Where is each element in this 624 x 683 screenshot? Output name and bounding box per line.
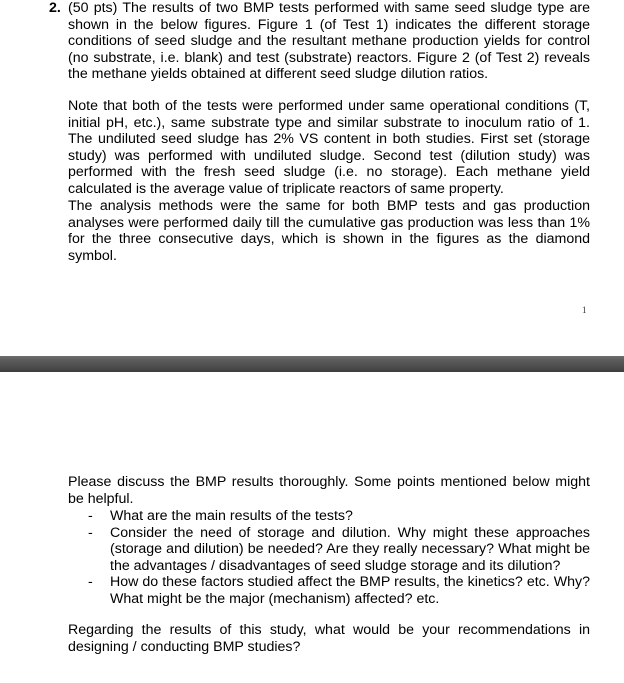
question-paragraph-1: (50 pts) The results of two BMP tests performed with same seed sludge type are shown in the below figures. Figure 1 (of Test 1) indicates the different storage conditions of seed sludge and the resultant methane production yields for control (no substrate, i.e. blank) and test (substrate) reactors. Figure 2 (of Test 2) reveals the methane yields obtained at different seed sludge dilution ratios. [68,0,590,83]
question-paragraph-2: Note that both of the tests were performed under same operational conditions (T, initial pH, etc.), same substrate type and similar substrate to inoculum ratio of 1. The undiluted seed sludge has 2% VS content in both studies. First set (storage study) was performed with undiluted sludge. Second test (dilution study) was performed with the fresh seed sludge (i.e. no storage). Each methane yield calculated is the average value of triplicate reactors of same property. [68,98,590,197]
page-number: 1 [582,305,587,315]
list-item [88,508,590,525]
discussion-intro: Please discuss the BMP results thoroughly. Some points mentioned below might be helpful. [68,474,590,507]
bullet-dash: - [88,574,93,591]
document-page-2 [0,372,624,683]
question-paragraph-3: The analysis methods were the same for both BMP tests and gas production analyses were performed daily till the cumulative gas production was less than 1% for the three consecutive days, which is shown in the figures as the diamond symbol. [68,198,590,264]
list-item [88,525,590,575]
bullet-text: Consider the need of storage and dilution. Why might these approaches (storage and dilution) be needed? Are they really necessary? What might be the advantages / disadvantages of seed sludge storage and its dilution? [110,524,590,574]
list-item [88,574,590,607]
question-number: 2. [49,0,61,16]
bullet-text: How do these factors studied affect the BMP results, the kinetics? etc. Why? What might be the major (mechanism) affected? etc. [110,574,590,607]
discussion-final-question: Regarding the results of this study, what would be your recommendations in designing / conducting BMP studies? [68,622,590,655]
bullet-dash: - [88,508,93,524]
question-block [49,0,590,83]
discussion-bullet-list [88,508,590,608]
bullet-dash: - [88,524,93,541]
page-separator [0,356,624,372]
bullet-text: What are the main results of the tests? [110,508,353,524]
